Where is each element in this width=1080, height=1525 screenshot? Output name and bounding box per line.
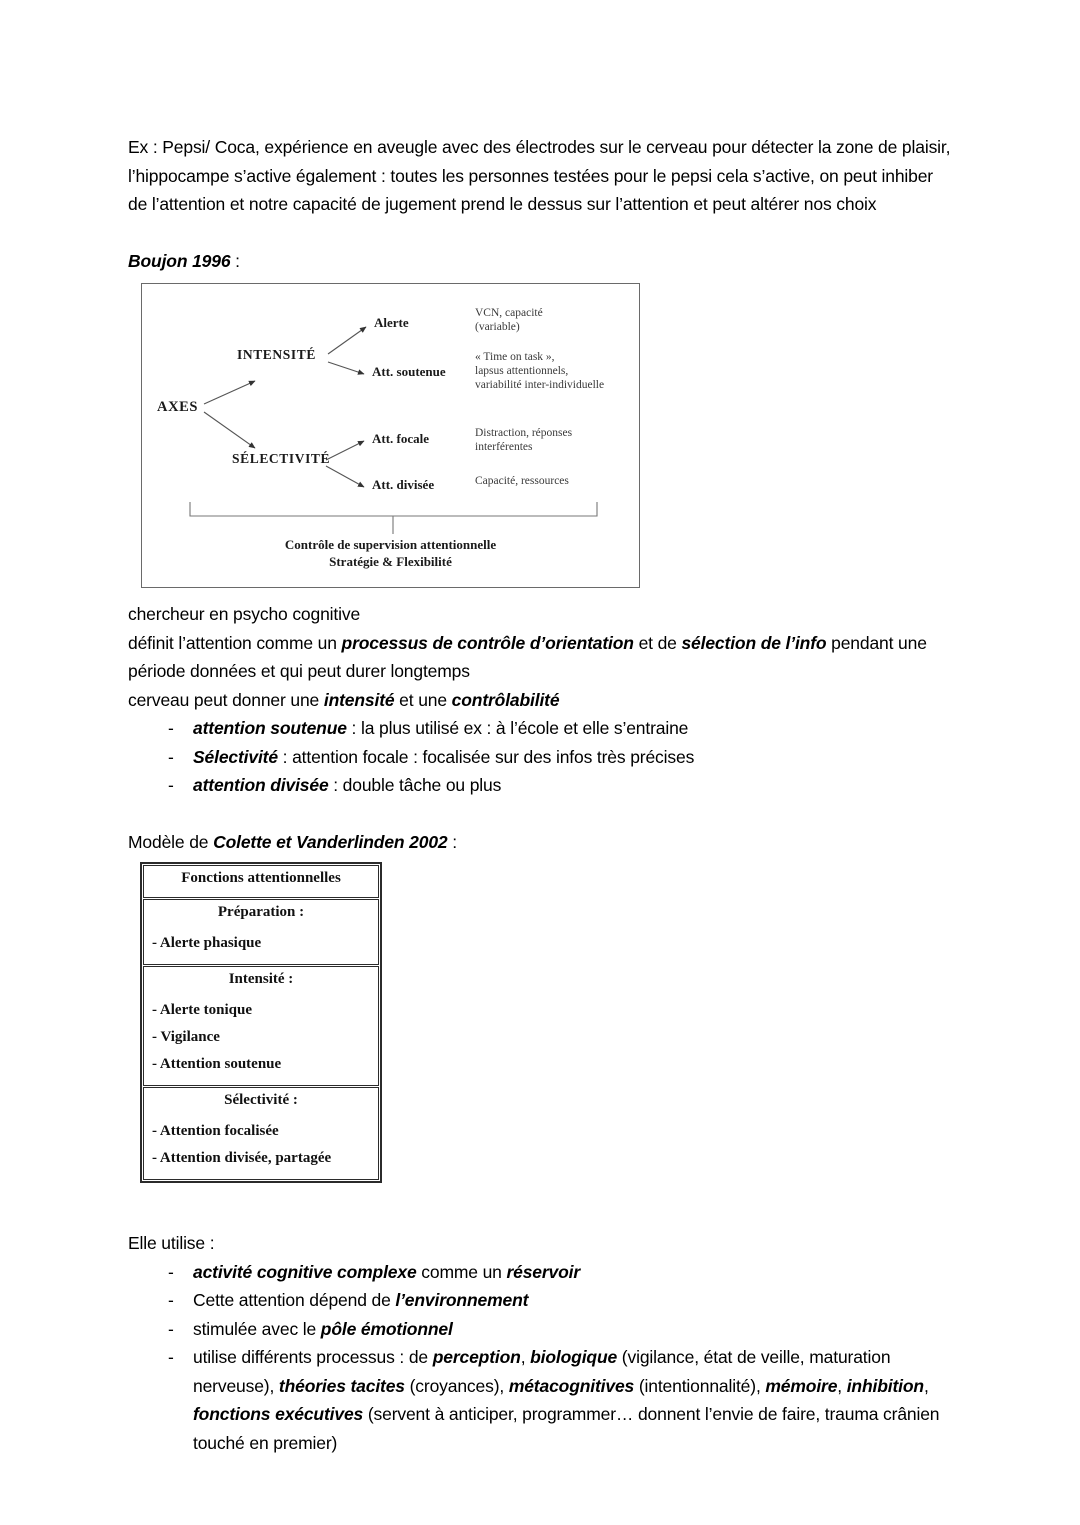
table-cell: - Alerte phasique [152, 935, 262, 951]
list-item: - activité cognitive complexe comme un réservoir [128, 1258, 952, 1287]
bullet-dash: - [168, 1318, 174, 1339]
colette-table-figure [140, 862, 382, 1183]
table-section-title: Préparation : [217, 904, 305, 920]
list-item: - stimulée avec le pôle émotionnel [128, 1315, 952, 1344]
after-figure-line3: cerveau peut donner une intensité et une contrôlabilité [128, 689, 560, 710]
bottom-bullet-list [128, 1258, 952, 1458]
figure-node-axes: AXES [157, 399, 199, 415]
figure-note-alerte: VCN, capacité (variable) [475, 307, 543, 333]
figure-leaf-focale: Att. focale [372, 431, 430, 446]
table-row [143, 966, 379, 1086]
figure-note-focale: Distraction, réponses interférentes [475, 427, 573, 453]
table-row [143, 1087, 379, 1180]
figure-note-divisee: Capacité, ressources [475, 475, 569, 487]
list-item: - attention soutenue : la plus utilisé ex : à l’école et elle s’entraine [128, 714, 952, 743]
figure-leaf-soutenue: Att. soutenue [372, 364, 446, 379]
figure-node-intensite: INTENSITÉ [237, 347, 316, 362]
bullet-dash: - [168, 1261, 174, 1282]
table-cell: - Attention focalisée [152, 1123, 279, 1139]
table-cell: - Alerte tonique [152, 1002, 252, 1018]
figure-note-soutenue: « Time on task », lapsus attentionnels, variabilité inter-individuelle [475, 351, 605, 391]
boujon-heading [128, 247, 952, 276]
bullet-dash: - [168, 1290, 174, 1310]
table-row [143, 865, 379, 898]
intro-paragraph: Ex : Pepsi/ Coca, expérience en aveugle avec des électrodes sur le cerveau pour détecter la zone de plaisir, l’hippocampe s’active également : toutes les personnes testées pour le pepsi cela s’active, on peut inhiber de l’attention et notre capacité de jugement prend le dessus sur l’attention et peut altérer nos choix [128, 137, 951, 214]
elle-utilise-line: Elle utilise : [128, 1233, 215, 1253]
list-item: - attention divisée : double tâche ou plus [128, 771, 952, 800]
table-cell: - Attention soutenue [152, 1056, 282, 1072]
colette-heading: Modèle de Colette et Vanderlinden 2002 : [128, 831, 457, 852]
bullet-dash: - [168, 1347, 174, 1367]
table-cell: - Attention divisée, partagée [152, 1150, 332, 1166]
list-item: - Cette attention dépend de l’environnement [128, 1286, 952, 1315]
boujon-heading-suffix: : [230, 250, 240, 271]
table-cell: - Vigilance [152, 1029, 220, 1045]
bullet-dash: - [168, 775, 174, 795]
bullet-dash: - [168, 718, 174, 738]
bullet-dash: - [168, 746, 174, 767]
document-page [128, 0, 952, 1457]
figure-leaf-divisee: Att. divisée [372, 477, 435, 492]
boujon-heading-text: Boujon 1996 [128, 250, 231, 271]
table-row [143, 899, 379, 965]
after-figure-line2: définit l’attention comme un processus de contrôle d’orientation et de sélection de l’info pendant une période données et qui peut durer longtemps [128, 632, 927, 681]
figure-footer: Contrôle de supervision attentionnelle Stratégie & Flexibilité [284, 537, 497, 569]
figure-node-selectivite: SÉLECTIVITÉ [232, 451, 331, 466]
list-item: - Sélectivité : attention focale : focalisée sur des infos très précises [128, 743, 952, 772]
table-header-cell: Fonctions attentionnelles [181, 870, 341, 886]
list-item: - utilise différents processus : de perception, biologique (vigilance, état de veille, maturation nerveuse), théories tacites (croyances), métacognitives (intentionnalité), mémoire, inhibition, fonctions exécutives (servent à anticiper, programmer… donnent l’envie de faire, trauma crânien touché en premier) [128, 1343, 952, 1457]
boujon-bullet-list [128, 714, 952, 800]
table-section-title: Sélectivité : [224, 1092, 298, 1108]
after-figure-line1: chercheur en psycho cognitive [128, 604, 361, 624]
table-section-title: Intensité : [228, 971, 294, 987]
figure-leaf-alerte: Alerte [374, 315, 409, 330]
boujon-figure [141, 283, 640, 588]
